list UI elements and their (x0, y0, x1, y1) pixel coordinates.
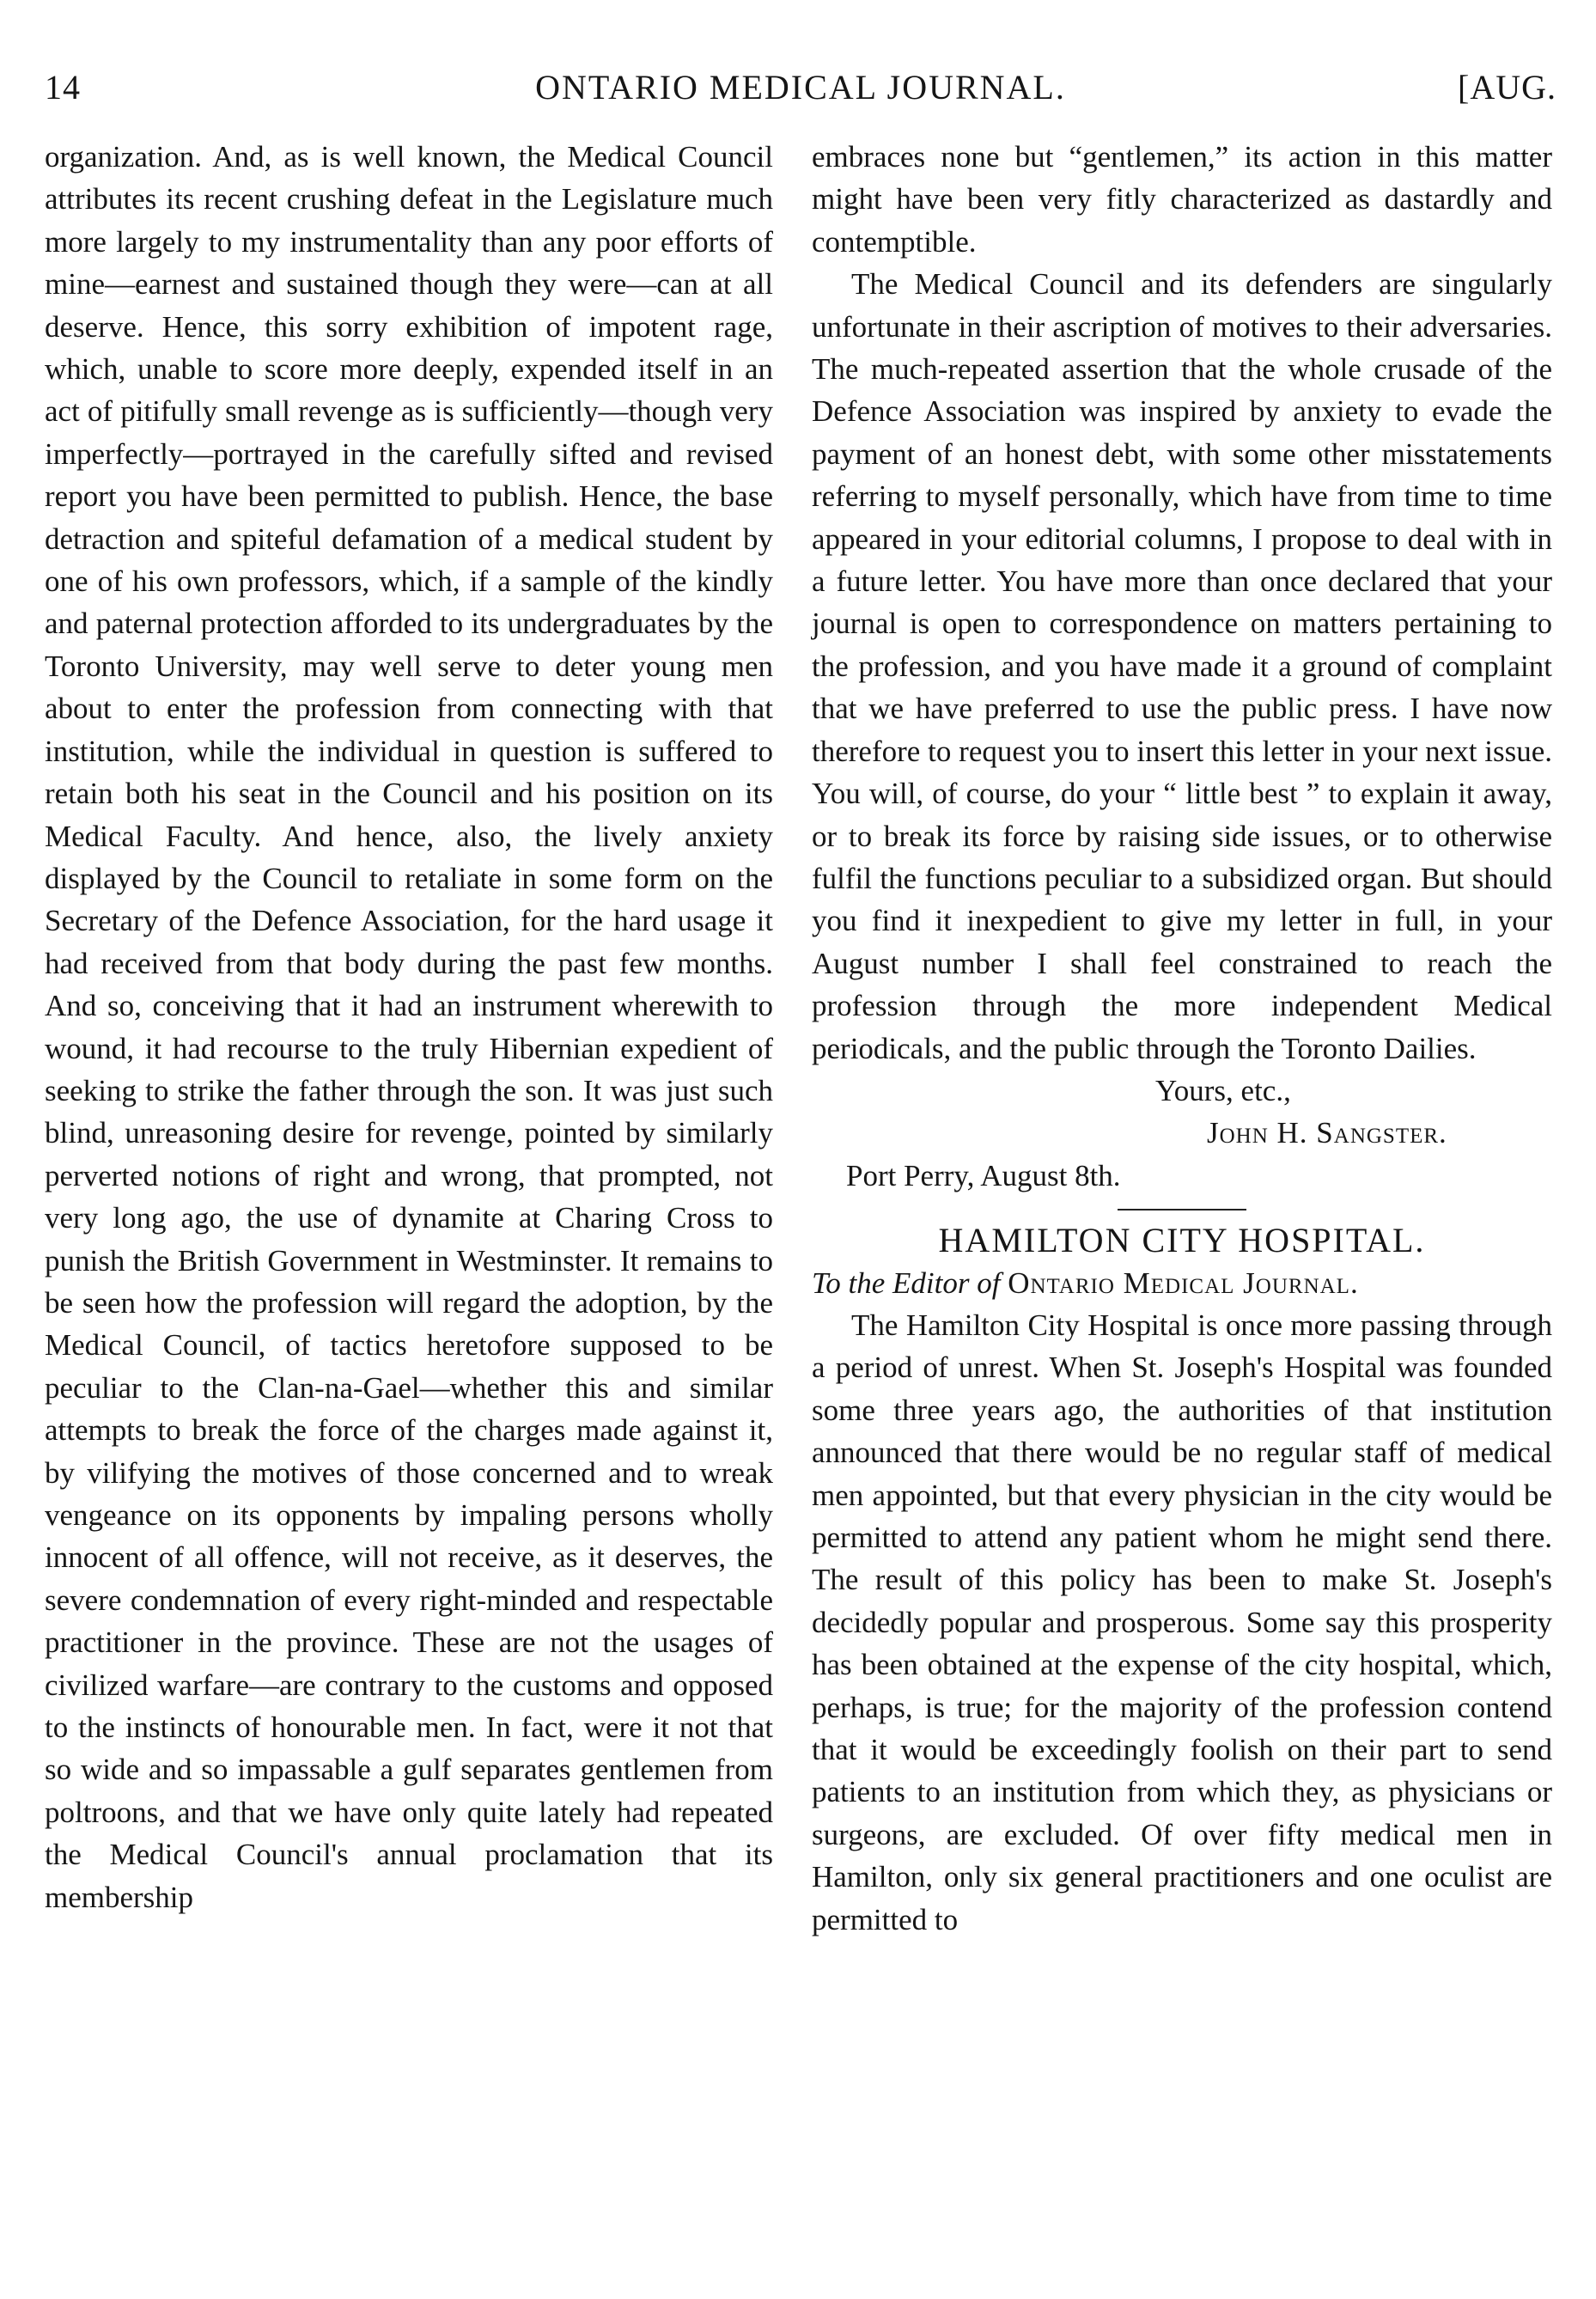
left-column (45, 136, 773, 1918)
section-heading: HAMILTON CITY HOSPITAL. (938, 1221, 1426, 1260)
running-header (45, 67, 1556, 119)
section-divider (1118, 1209, 1246, 1210)
hospital-letter-paragraph: The Hamilton City Hospital is once more passing through a period of unrest. When St. Joseph's Hospital was founded some three years ago, the authorities of that institution announced that there would be no regular staff of medical men appointed, but that every physician in the city would be permitted to attend any patient whom he might send there. The result of this policy has been to make St. Joseph's decidedly popular and prosperous. Some say this prosperity has been obtained at the expense of the city hospital, which, perhaps, is true; for the majority of the profession contend that it would be exceedingly foolish on their part to send patients to an institution from which they, as physicians or surgeons, are excluded. Of over fifty medical men in Hamilton, only six general practitioners and one oculist are permitted to (812, 1308, 1552, 1936)
letter-continuation-paragraph: organization. And, as is well known, the Medical Council attributes its recent crushing defeat in the Legislature much more largely to my instrumentality than any poor efforts of mine—earnest and sustained though they were—can at all deserve. Hence, this sorry exhibition of impotent rage, which, unable to score more deeply, expended itself in an act of pitifully small revenge as is sufficiently—though very imperfectly—portrayed in the carefully sifted and revised report you have been permitted to publish. Hence, the base detraction and spiteful defamation of a medical student by one of his own professors, which, if a sample of the kindly and paternal protection afforded to its undergraduates by the Toronto University, may well serve to deter young men about to enter the profession from connecting with that institution, while the individual in question is suffered to retain both his seat in the Council and his position on its Medical Faculty. And hence, also, the lively anxiety displayed by the Council to retaliate in some form on the Secretary of the Defence Association, for the hard usage it had received from that body during the past few months. And so, conceiving that it had an instrument wherewith to wound, it had recourse to the truly Hibernian expedient of seeking to strike the father through the son. It was just such blind, unreasoning desire for revenge, pointed by similarly perverted notions of right and wrong, that prompted, not very long ago, the use of dynamite at Charing Cross to punish the British Government in Westminster. It remains to be seen how the profession will regard the adoption, by the Medical Council, of tactics heretofore supposed to be peculiar to the Clan-na-Gael—whether this and similar attempts to break the force of the charges made against it, by vilifying the motives of those concerned and to wreak vengeance on its opponents by impaling persons wholly innocent of all offence, will not receive, as it deserves, the severe condemnation of every right-minded and respectable practitioner in the province. These are not the usages of civilized warfare—are contrary to the customs and opposed to the instincts of honourable men. In fact, were it not that so wide and so impassable a gulf separates gentlemen from poltroons, and that we have only quite lately had repeated the Medical Council's annual proclamation that its membership (45, 140, 773, 1914)
addressee-journal: Ontario Medical Journal. (1008, 1265, 1359, 1300)
page-number: 14 (45, 68, 81, 107)
letter-closing: Yours, etc., (1155, 1073, 1291, 1107)
letter-signature: John H. Sangster. (1207, 1116, 1447, 1150)
letter-addressee (812, 1262, 1552, 1304)
letter-paragraph: The Medical Council and its defenders are singularly unfortunate in their ascription of motives to their adversaries. The much-repeated assertion that the whole crusade of the Defence Association was inspired by anxiety to evade the payment of an honest debt, with some other misstatements referring to myself personally, which have from time to time appeared in your editorial columns, I propose to deal with in a future letter. You have more than once declared that your journal is open to correspondence on matters pertaining to the profession, and you have made it a ground of complaint that we have preferred to use the public press. I have now therefore to request you to insert this letter in your next issue. You will, of course, do your “ little best ” to explain it away, or to break its force by raising side issues, or to otherwise fulfil the functions peculiar to a subsidized organ. But should you find it inexpedient to give my letter in full, in your August number I shall feel constrained to reach the profession through the more independent Medical periodicals, and the public through the Toronto Dailies. (812, 267, 1552, 1065)
addressee-prefix: To the Editor of (812, 1265, 1001, 1300)
letter-place-date: Port Perry, August 8th. (846, 1158, 1121, 1192)
letter-paragraph-end: embraces none but “gentlemen,” its action in this matter might have been very fitly characterized as dastardly and contemptible. (812, 140, 1552, 259)
right-column (812, 136, 1552, 1941)
issue-month: [AUG. (1458, 68, 1556, 107)
journal-title: ONTARIO MEDICAL JOURNAL. (535, 68, 1066, 107)
